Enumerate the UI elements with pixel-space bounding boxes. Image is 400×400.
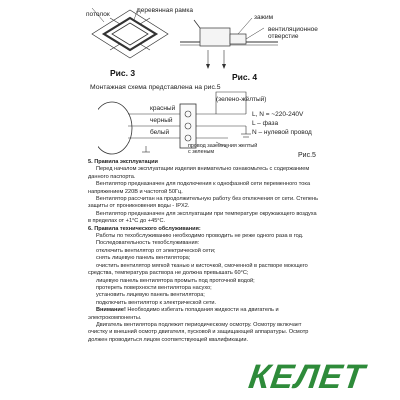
maintenance-line: снять лицевую панель вентилятора; <box>96 255 191 262</box>
maintenance-line: очистить вентилятор мягкой тканью и кисточкой, смоченной в растворе моющего средства, температура раствора не должна превышать 60°С; <box>88 262 308 277</box>
maintenance-line: Работы по техобслуживанию необходимо проводить не реже одного раза в год. <box>96 233 304 240</box>
maintenance-line: протереть поверхности вентилятора насухо; <box>96 284 212 291</box>
maintenance-line: Последовательность техобслуживания: <box>96 240 200 247</box>
wire-white-label: белый <box>150 129 170 136</box>
warning-paragraph <box>88 307 320 322</box>
logo-text: КЕЛЕТ <box>248 358 368 394</box>
brand-logo <box>248 356 394 394</box>
maintenance-line: установить лицевую панель вентилятора; <box>96 292 205 299</box>
closing-paragraph: Двигатель вентилятора подлежит периодическому осмотру. Осмотру включает очистку и внешний осмотр двигателя, пусковой и защищающей аппаратуры. Осмотр должен проводиться лицом соответствующей квалификации. <box>88 321 309 343</box>
wire-black-label: черный <box>150 117 173 124</box>
frame-label: деревянная рамка <box>137 7 193 14</box>
n-label: N – нулевой провод <box>252 129 312 136</box>
section-5-paragraph: Вентилятор предназначен для подключения к однофазной сети переменного тока напряжением 220В и частотой 50Гц. <box>88 181 311 195</box>
vent-hole-label: вентиляционное отверстие <box>268 26 318 40</box>
wire-red-label: красный <box>150 105 176 112</box>
section-5-paragraph: Перед началом эксплуатации изделия внимательно ознакомьтесь с содержанием данного паспорта. <box>88 166 310 180</box>
maintenance-line: отключить вентилятор от электрической сети; <box>96 247 216 254</box>
section-5-paragraph: Вентилятор предназначен для эксплуатации при температуре окружающего воздуха в пределах от +1°С до +45°С. <box>88 210 317 225</box>
warning-bold: Внимание! <box>96 307 126 314</box>
fig4-caption: Рис. 4 <box>232 72 258 82</box>
fig5-caption: Рис.5 <box>298 152 316 159</box>
section-5-paragraph: Вентилятор рассчитан на продолжительную работу без отключения от сети. Степень защиты от проникновения воды - IPX2. <box>88 196 319 210</box>
l-label: L – фаза <box>252 120 279 127</box>
maintenance-line: лицевую панель вентилятора промыть под проточной водой; <box>96 277 255 284</box>
section-5-title: 5. Правила эксплуатации <box>88 159 158 165</box>
section-6-title: 6. Правила технического обслуживания: <box>88 225 201 232</box>
ceiling-label: потолок <box>86 11 110 18</box>
mounting-note: Монтажная схема представлена на рис.5 <box>90 84 221 91</box>
ground-wire-label: провод заземления желтый с зеленым <box>188 143 258 155</box>
maintenance-line: подключить вентилятор к электрической сети. <box>96 299 217 306</box>
clamp-label: зажим <box>254 14 274 21</box>
l-spec-label: L, N = ~220-240V <box>252 111 304 118</box>
fig3-caption: Рис. 3 <box>110 68 136 78</box>
warning-text: Необходимо избегать попадания жидкости на двигатель и электрокомпоненты. <box>88 307 279 321</box>
logo-wordmark <box>248 356 394 394</box>
pe-label: (зелено-жёлтый) <box>216 96 267 103</box>
section-5 <box>88 159 320 344</box>
